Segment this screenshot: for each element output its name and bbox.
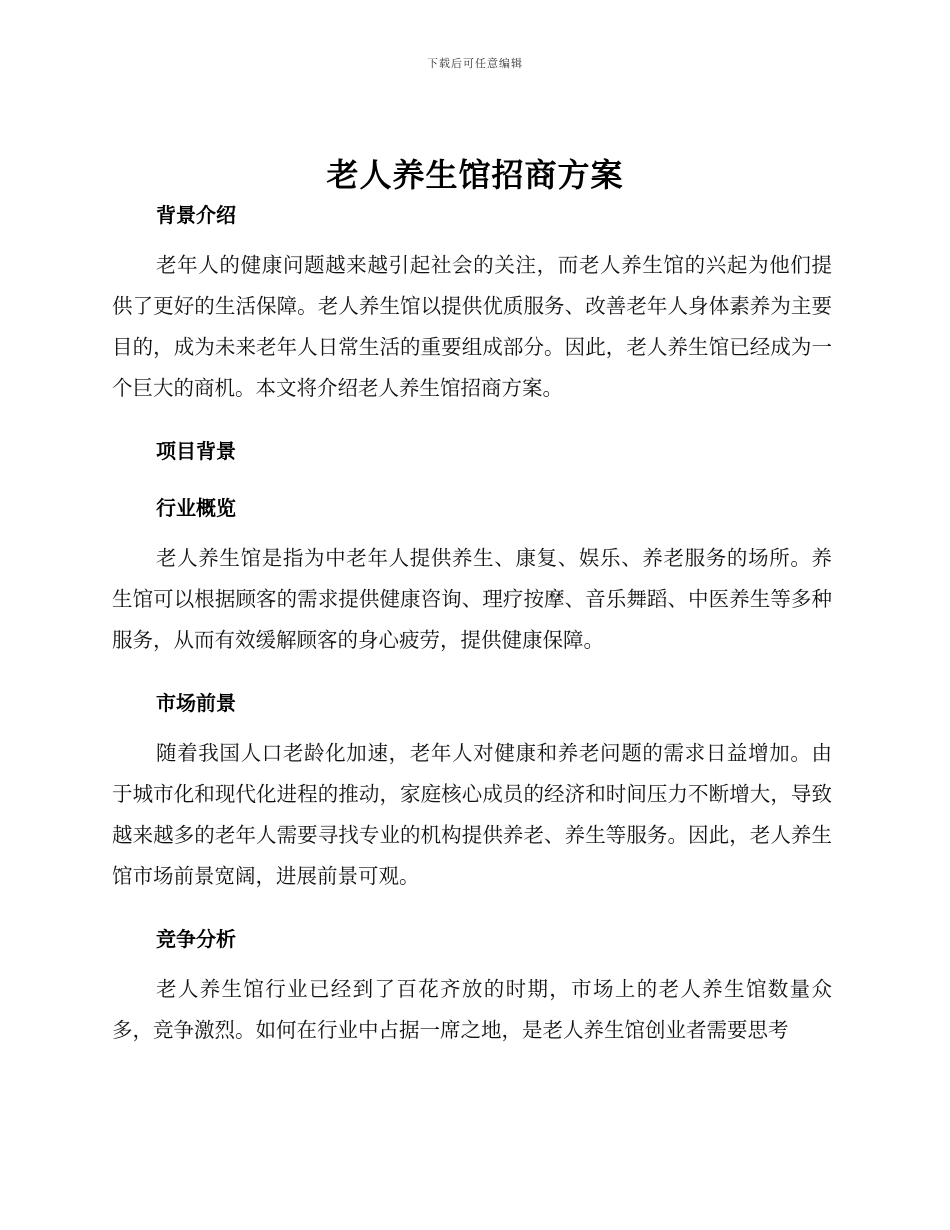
section-heading-project-background: 项目背景 — [156, 439, 236, 463]
document-title: 老人养生馆招商方案 — [326, 156, 624, 194]
section-heading-industry-overview: 行业概览 — [156, 496, 236, 520]
document-body — [112, 200, 832, 1051]
section-heading-market-outlook: 市场前景 — [156, 691, 236, 715]
section-paragraph-background: 老年人的健康问题越来越引起社会的关注，而老人养生馆的兴起为他们提供了更好的生活保障。老人养生馆以提供优质服务、改善老年人身体素养为主要目的，成为未来老年人日常生活的重要组成部分。因此，老人养生馆已经成为一个巨大的商机。本文将介绍老人养生馆招商方案。 — [112, 253, 832, 400]
section-paragraph-market-outlook: 随着我国人口老龄化加速，老年人对健康和养老问题的需求日益增加。由于城市化和现代化进程的推动，家庭核心成员的经济和时间压力不断增大，导致越来越多的老年人需要寻找专业的机构提供养老、养生等服务。因此，老人养生馆市场前景宽阔，进展前景可观。 — [112, 741, 832, 888]
section-paragraph-competition-analysis: 老人养生馆行业已经到了百花齐放的时期，市场上的老人养生馆数量众多，竞争激烈。如何在行业中占据一席之地，是老人养生馆创业者需要思考 — [112, 977, 832, 1042]
section-heading-background: 背景介绍 — [156, 203, 236, 227]
section-paragraph-industry-overview: 老人养生馆是指为中老年人提供养生、康复、娱乐、养老服务的场所。养生馆可以根据顾客的需求提供健康咨询、理疗按摩、音乐舞蹈、中医养生等多种服务，从而有效缓解顾客的身心疲劳，提供健康保障。 — [112, 546, 832, 652]
section-heading-competition-analysis: 竞争分析 — [156, 927, 236, 951]
page-header-note: 下载后可任意编辑 — [427, 57, 523, 70]
